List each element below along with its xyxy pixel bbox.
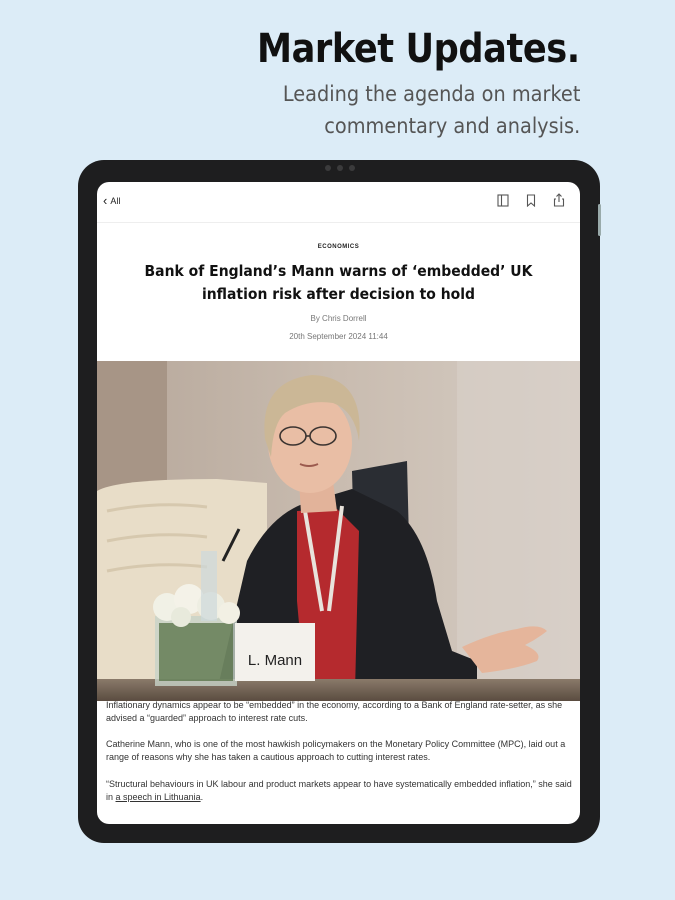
chevron-left-icon: ‹ [103, 193, 108, 208]
article-date: 20th September 2024 11:44 [289, 332, 388, 341]
tablet-camera [300, 163, 380, 173]
article-paragraph-1: Inflationary dynamics appear to be “embedded” in the economy, according to a Bank of England rate-setter, as she advised a “guarded” approach to interest rate cuts. [106, 700, 563, 723]
promo-headline: Market Updates. [257, 26, 580, 72]
back-button[interactable] [103, 194, 120, 207]
article-paragraph-3 [106, 778, 572, 804]
article-paragraph-2: Catherine Mann, who is one of the most hawkish policymakers on the Monetary Policy Committee (MPC), laid out a range of reasons why she has taken a cautious approach to cutting interest rates. [106, 739, 566, 762]
tablet-side-button [598, 204, 601, 236]
share-icon[interactable] [552, 192, 566, 208]
paragraph-3-end: . [200, 792, 204, 802]
bookmark-icon[interactable] [524, 192, 538, 208]
speech-link[interactable]: a speech in Lithuania [115, 792, 201, 802]
toolbar-icons [496, 192, 566, 208]
article-toolbar [97, 182, 580, 223]
reader-icon[interactable] [496, 192, 510, 208]
promo-subline-1: Leading the agenda on market [282, 82, 580, 106]
article-category: ECONOMICS [317, 244, 360, 250]
article-photo [97, 361, 580, 701]
tablet-screen [97, 182, 580, 824]
name-placard: L. Mann [247, 652, 303, 669]
paragraph-3-text: “Structural behaviours in UK labour and product markets appear to have systematically embedded inflation,” she said in [106, 779, 572, 802]
article-title: Bank of England’s Mann warns of ‘embedded’ UK inflation risk after decision to hold [144, 262, 533, 303]
back-label: All [110, 195, 121, 206]
article-byline: By Chris Dorrell [310, 314, 367, 323]
promo-subline-2: commentary and analysis. [323, 114, 580, 138]
